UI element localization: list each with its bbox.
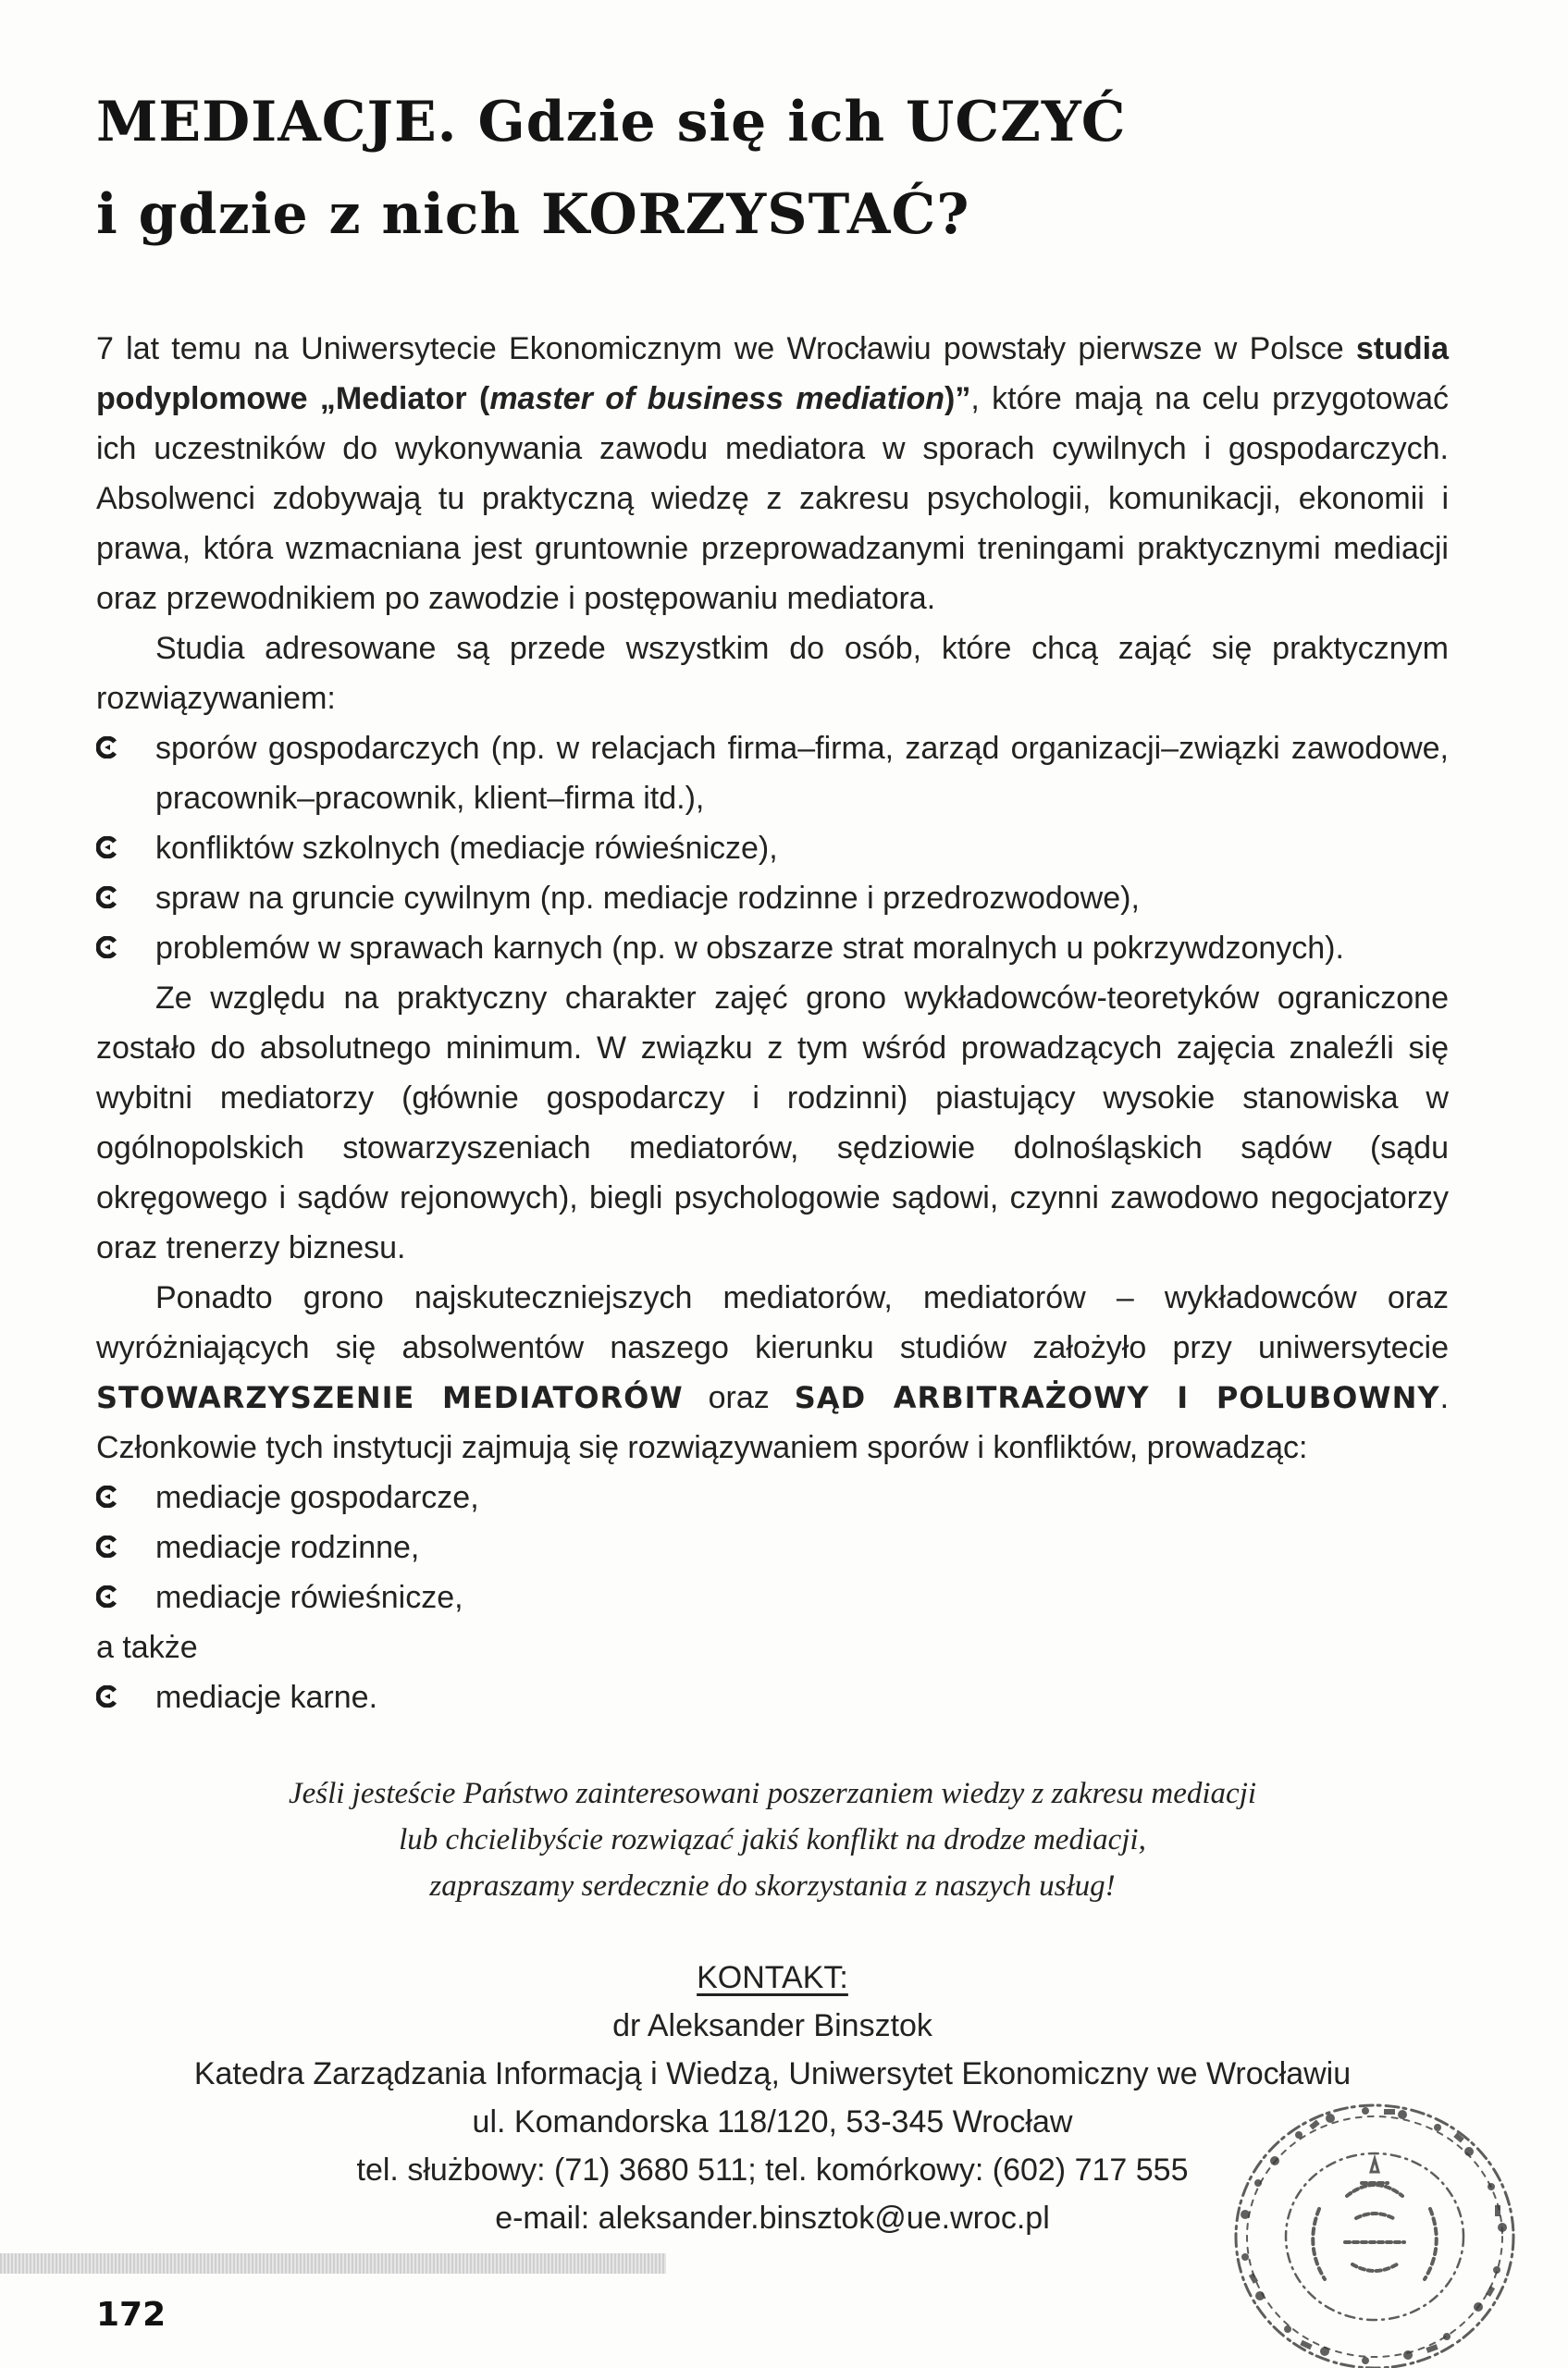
association-text-2: . Członkowie tych instytucji zajmują się rozwiązywaniem sporów i konfliktów, prowadząc: xyxy=(96,1380,1450,1465)
association-name: STOWARZYSZENIE MEDIATORÓW xyxy=(96,1380,684,1415)
mediation-types-list xyxy=(96,1473,1449,1622)
list-item xyxy=(96,873,1449,923)
list-item xyxy=(96,1572,1449,1622)
c-arrow-bullet-icon xyxy=(96,1486,118,1508)
c-arrow-bullet-icon xyxy=(96,736,118,758)
contact-phones: tel. służbowy: (71) 3680 511; tel. komórkowy: (602) 717 555 xyxy=(356,2152,1189,2188)
association-text-1: Ponadto grono najskuteczniejszych mediatorów, mediatorów – wykładowców oraz wyróżniających się absolwentów naszego kierunku studiów założyło przy uniwersytecie xyxy=(96,1280,1449,1365)
association-conjunction: oraz xyxy=(683,1380,795,1415)
list-item-text: mediacje gospodarcze, xyxy=(155,1480,479,1515)
c-arrow-bullet-icon xyxy=(96,886,118,908)
lecturers-paragraph: Ze względu na praktyczny charakter zajęć grono wykładowców-teoretyków ograniczone zostało do absolutnego minimum. W związku z tym wśród prowadzących zajęcia znaleźli się wybitni mediatorzy (głównie gospodarczy i rodzinni) piastujący wysokie stanowiska w ogólnopolskich stowarzyszeniach mediatorów, sędziowie dolnośląskich sądów (sądu okręgowego i sądów rejonowych), biegli psychologowie sądowi, czynni zawodowo negocjatorzy oraz trenerzy biznesu. xyxy=(96,980,1449,1265)
list-item-text: mediacje karne. xyxy=(155,1680,378,1715)
footer-bar xyxy=(0,2253,666,2274)
program-english-name: master of business mediation xyxy=(489,381,945,416)
c-arrow-bullet-icon xyxy=(96,836,118,858)
contact-heading: KONTAKT: xyxy=(697,1960,848,1995)
list-item xyxy=(96,823,1449,873)
list-item xyxy=(96,723,1449,823)
contact-department: Katedra Zarządzania Informacją i Wiedzą, Uniwersytet Ekonomiczny we Wrocławiu xyxy=(193,2056,1352,2091)
mediation-types-list-extra xyxy=(96,1672,1449,1722)
page-number: 172 xyxy=(96,2296,167,2334)
c-arrow-bullet-icon xyxy=(96,1536,118,1558)
contact-address: ul. Komandorska 118/120, 53-345 Wrocław xyxy=(472,2104,1073,2140)
list-item xyxy=(96,1672,1449,1722)
title-line-1: MEDIACJE. Gdzie się ich UCZYĆ xyxy=(96,90,1127,154)
list-item xyxy=(96,923,1449,973)
list-item-text: mediacje rówieśnicze, xyxy=(155,1580,463,1615)
article-body xyxy=(96,324,1449,1722)
list-item xyxy=(96,1473,1449,1523)
intro-text-1: 7 lat temu na Uniwersytecie Ekonomicznym we Wrocławiu powstały pierwsze w Polsce xyxy=(96,331,1356,366)
program-name: studia podyplomowe „Mediator ( xyxy=(96,331,1449,416)
list-item-text: konfliktów szkolnych (mediacje rówieśnicze), xyxy=(155,831,778,866)
c-arrow-bullet-icon xyxy=(96,1685,118,1708)
c-arrow-bullet-icon xyxy=(96,936,118,958)
title-line-2: i gdzie z nich KORZYSTAĆ? xyxy=(96,182,970,247)
list-item-text: mediacje rodzinne, xyxy=(155,1530,420,1565)
intro-paragraph xyxy=(96,324,1449,623)
arbitration-court-name: SĄD ARBITRAŻOWY I POLUBOWNY xyxy=(794,1380,1440,1415)
contact-email: e-mail: aleksander.binsztok@ue.wroc.pl xyxy=(495,2201,1050,2236)
program-name-end: )” xyxy=(945,381,971,416)
also-text: a także xyxy=(96,1630,198,1665)
university-seal-stamp xyxy=(1208,2079,1523,2368)
intro-text-2: , które mają na celu przygotować ich uczestników do wykonywania zawodu mediatora w sporach cywilnych i gospodarczych. Absolwenci zdobywają tu praktyczną wiedzę z zakresu psychologii, komunikacji, ekonomii i prawa, która wzmacniana jest gruntownie przeprowadzanymi treningami praktycznymi mediacji oraz przewodnikiem po zawodzie i postępowaniu mediatora. xyxy=(96,381,1449,616)
list-item-text: sporów gospodarczych (np. w relacjach firma–firma, zarząd organizacji–związki zawodowe, pracownik–pracownik, klient–firma itd.), xyxy=(155,731,1449,816)
audience-lead: Studia adresowane są przede wszystkim do osób, które chcą zająć się praktycznym rozwiązywaniem: xyxy=(96,631,1449,716)
invitation-line-3: zapraszamy serdecznie do skorzystania z naszych usług! xyxy=(429,1869,1116,1903)
invitation-line-1: Jeśli jesteście Państwo zainteresowani poszerzaniem wiedzy z zakresu mediacji xyxy=(288,1777,1257,1810)
list-item-text: spraw na gruncie cywilnym (np. mediacje rodzinne i przedrozwodowe), xyxy=(155,881,1140,916)
invitation-line-2: lub chcielibyście rozwiązać jakiś konflikt na drodze mediacji, xyxy=(399,1823,1146,1856)
page-title xyxy=(96,76,1299,261)
list-item xyxy=(96,1523,1449,1572)
list-item-text: problemów w sprawach karnych (np. w obszarze strat moralnych u pokrzywdzonych). xyxy=(155,931,1344,966)
contact-name: dr Aleksander Binsztok xyxy=(612,2008,932,2043)
invitation-text xyxy=(96,1770,1449,1909)
c-arrow-bullet-icon xyxy=(96,1585,118,1608)
association-paragraph xyxy=(96,1273,1449,1473)
audience-list xyxy=(96,723,1449,973)
